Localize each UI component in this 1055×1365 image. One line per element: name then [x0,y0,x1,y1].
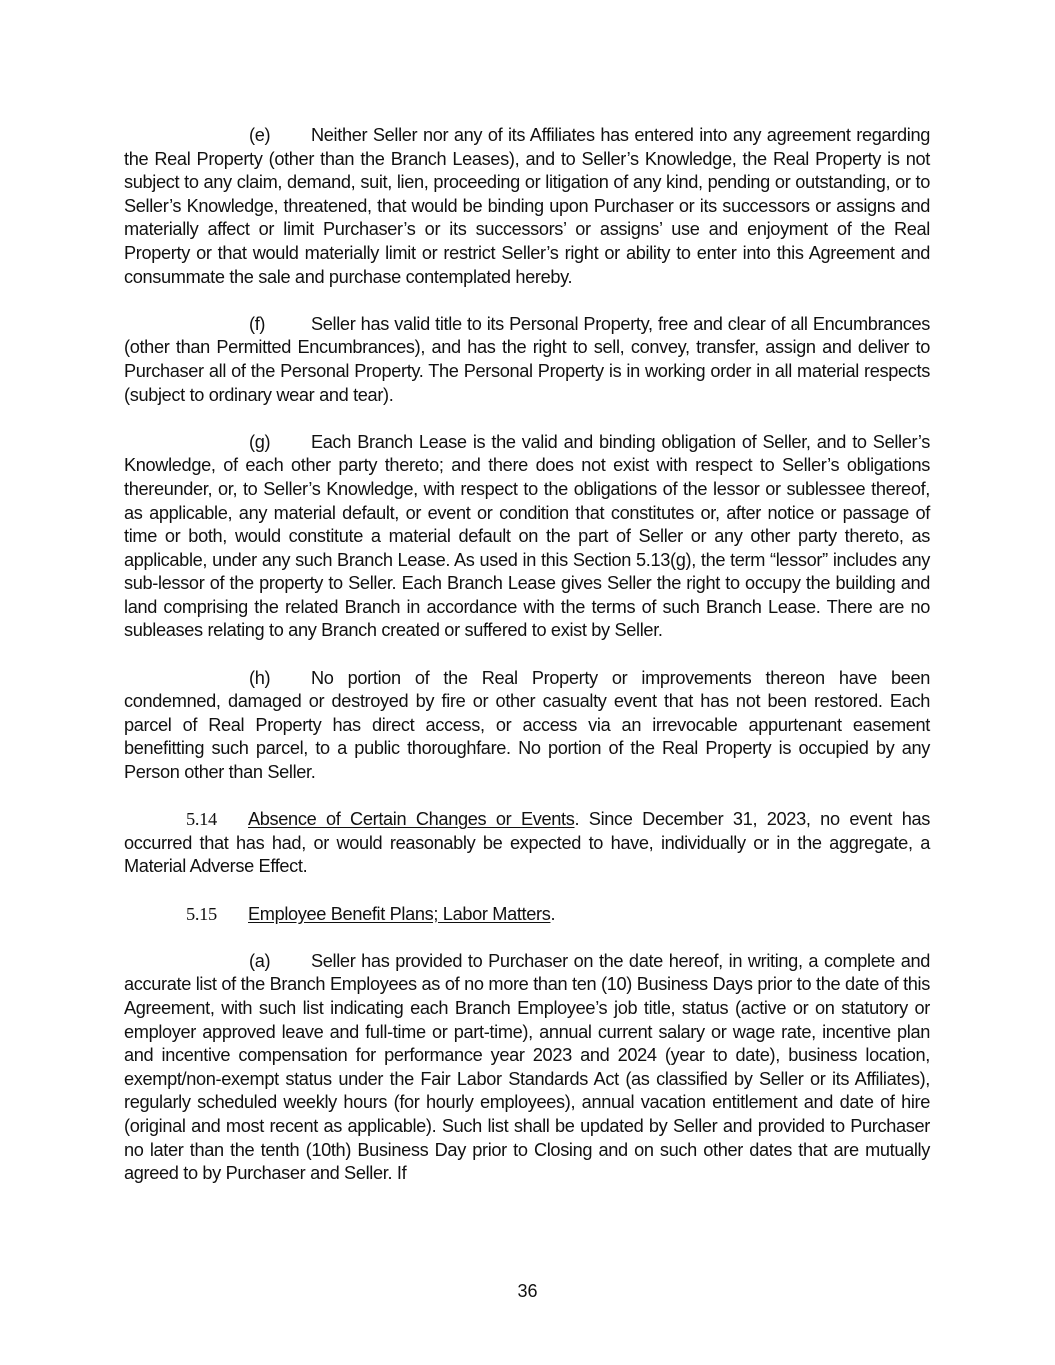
paragraph-text: Seller has valid title to its Personal Property, free and clear of all Encumbrances (other than Permitted Encumbrances), and has the right to sell, convey, transfer, assign and deliver to Purchaser all of the Personal Property. The Personal Property is in working order in all material respects (subject to ordinary wear and tear). [124,313,930,405]
section-title: Employee Benefit Plans; Labor Matters [248,903,551,924]
paragraph-a [124,950,930,1186]
paragraph-label: (a) [249,950,271,971]
section-title-suffix: . [550,903,556,924]
section-5-14 [124,808,930,879]
paragraph-label: (h) [249,667,271,688]
paragraph-text: Neither Seller nor any of its Affiliates has entered into any agreement regarding the Real Property (other than the Branch Leases), and to Seller’s Knowledge, the Real Property is not subject to any claim, demand, suit, lien, proceeding or litigation of any kind, pending or outstanding, or to Seller’s Knowledge, threatened, that would be binding upon Purchaser or its successors or assigns and materially affect or limit Purchaser’s or its successors’ or assigns’ use and enjoyment of the Real Property or that would materially limit or restrict Seller’s right or ability to enter into this Agreement and consummate the sale and purchase contemplated hereby. [124,125,930,287]
page-number: 36 [517,1281,538,1301]
document-page [124,124,930,1209]
section-text: . Since December 31, 2023, no event has occurred that has had, or would reasonably be expected to have, individually or in the aggregate, a Material Adverse Effect. [124,809,930,877]
paragraph-text: No portion of the Real Property or improvements thereon have been condemned, damaged or destroyed by fire or other casualty event that has not been restored. Each parcel of Real Property has direct access, or access via an irrevocable appurtenant easement benefitting such parcel, to a public thoroughfare. No portion of the Real Property is occupied by any Person other than Seller. [124,667,930,783]
paragraph-label: (e) [249,125,271,145]
paragraph-label: (g) [249,431,271,452]
paragraph-h [124,667,930,785]
paragraph-text: Each Branch Lease is the valid and binding obligation of Seller, and to Seller’s Knowledge, of each other party thereto; and there does not exist with respect to Seller’s obligations thereunder, or, to Seller’s Knowledge, with respect to the obligations of the lessor or sublessee thereof, as applicable, any material default, or event or condition that constitutes or, after notice or passage of time or both, would constitute a material default on the part of Seller or any other party thereto, as applicable, under any such Branch Lease. As used in this Section 5.13(g), the term “lessor” includes any sub-lessor of the property to Seller. Each Branch Lease gives Seller the right to occupy the building and land comprising the related Branch in accordance with the terms of such Branch Lease. There are no subleases relating to any Branch created or suffered to exist by Seller. [124,431,930,641]
paragraph-label: (f) [249,313,266,334]
paragraph-g [124,431,930,643]
paragraph-text: Seller has provided to Purchaser on the date hereof, in writing, a complete and accurate list of the Branch Employees as of no more than ten (10) Business Days prior to the date of this Agreement, with such list indicating each Branch Employee’s job title, status (active or on statutory or employer approved leave and full-time or part-time), annual current salary or wage rate, incentive plan and incentive compensation for performance year 2023 and 2024 (year to date), business location, exempt/non-exempt status under the Fair Labor Standards Act (as classified by Seller or its Affiliates), regularly scheduled weekly hours (for hourly employees), annual vacation entitlement and date of hire (original and most recent as applicable). Such list shall be updated by Seller and provided to Purchaser no later than the tenth (10th) Business Day prior to Closing and on such other dates that are mutually agreed to by Purchaser and Seller. If [124,950,930,1184]
section-5-15 [124,903,930,927]
section-number: 5.14 [186,809,217,830]
paragraph-f [124,313,930,407]
paragraph-e [124,124,930,289]
section-title: Absence of Certain Changes or Events [248,809,575,830]
section-number: 5.15 [186,903,217,924]
